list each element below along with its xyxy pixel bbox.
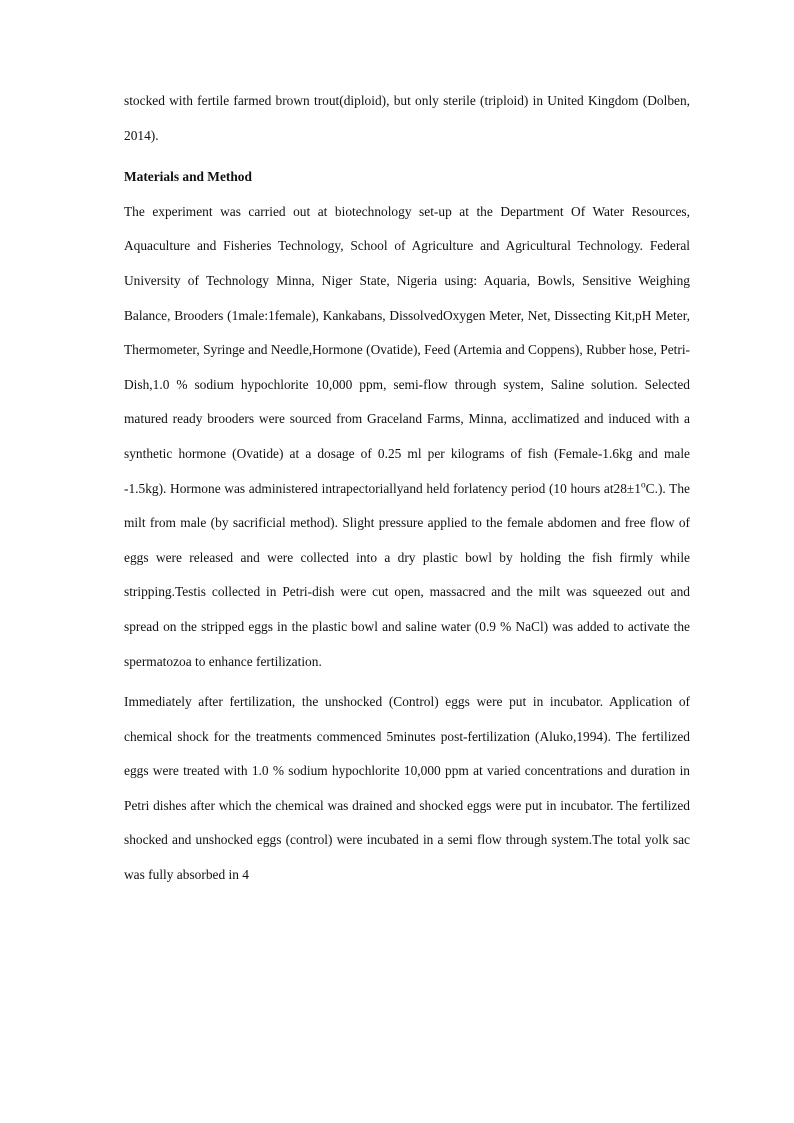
fertilization-paragraph: Immediately after fertilization, the unshocked (Control) eggs were put in incubator. Application of chemical shock for the treatments commenced 5minutes post-fertilization (Aluko,1994). The fertilized eggs were treated with 1.0 % sodium hypochlorite 10,000 ppm at varied concentrations and duration in Petri dishes after which the chemical was drained and shocked eggs were put in incubator. The fertilized shocked and unshocked eggs (control) were incubated in a semi flow through system.The total yolk sac was fully absorbed in 4 — [124, 694, 690, 883]
methods-paragraph — [124, 195, 690, 679]
intro-paragraph: stocked with fertile farmed brown trout(diploid), but only sterile (triploid) in United Kingdom (Dolben, 2014). — [124, 93, 690, 143]
degree-superscript: o — [640, 480, 646, 491]
methods-text-part2: C.). The milt from male (by sacrificial method). Slight pressure applied to the female abdomen and free flow of eggs were released and were collected into a dry plastic bowl by holding the fish firmly while stripping.Testis collected in Petri-dish were cut open, massacred and the milt was squeezed out and spread on the stripped eggs in the plastic bowl and saline water (0.9 % NaCl) was added to activate the spermatozoa to enhance fertilization. — [124, 480, 690, 669]
methods-text-part1: The experiment was carried out at biotechnology set-up at the Department Of Water Resources, Aquaculture and Fisheries Technology, School of Agriculture and Agricultural Technology. Federal University of Technology Minna, Niger State, Nigeria using: Aquaria, Bowls, Sensitive Weighing Balance, Brooders (1male:1female), Kankabans, DissolvedOxygen Meter, Net, Dissecting Kit,pH Meter, Thermometer, Syringe and Needle,Hormone (Ovatide), Feed (Artemia and Coppens), Rubber hose, Petri-Dish,1.0 % sodium hypochlorite 10,000 ppm, semi-flow through system, Saline solution. Selected matured ready brooders were sourced from Graceland Farms, Minna, acclimatized and induced with a synthetic hormone (Ovatide) at a dosage of 0.25 ml per kilograms of fish (Female-1.6kg and male -1.5kg). Hormone was administered intrapectoriallyand held forlatency period (10 hours at28±1 — [124, 203, 690, 496]
document-body — [124, 84, 690, 893]
section-heading: Materials and Method — [124, 169, 252, 185]
